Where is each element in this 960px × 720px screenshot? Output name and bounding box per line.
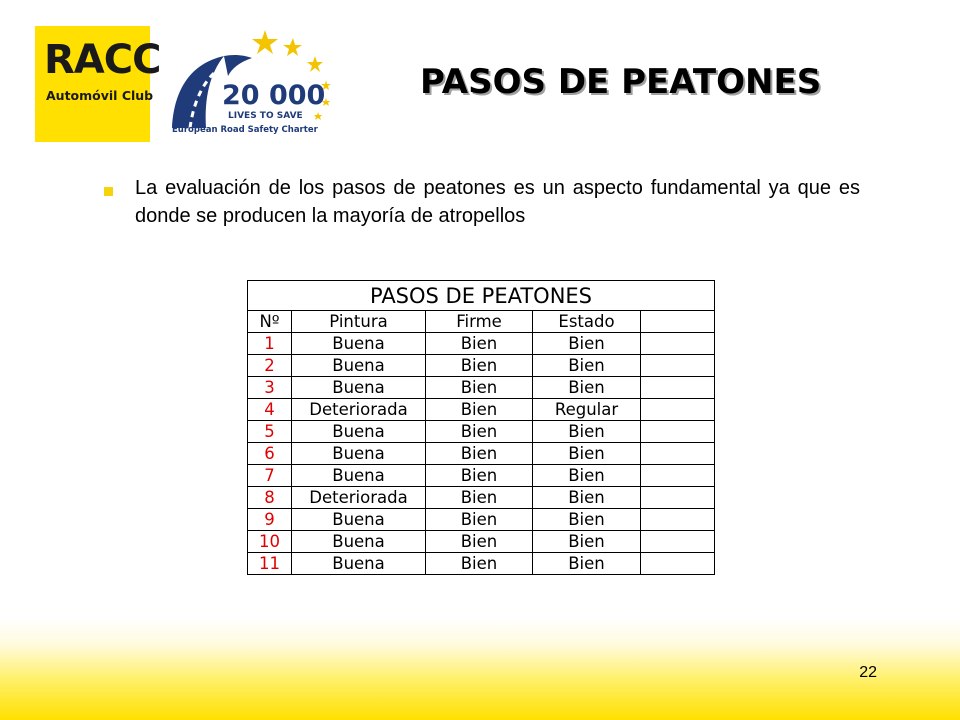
header-number: Nº: [248, 311, 292, 333]
cell-firme: Bien: [426, 355, 533, 377]
cell-firme: Bien: [426, 333, 533, 355]
cell-number: 6: [248, 443, 292, 465]
cell-estado: Bien: [533, 509, 641, 531]
cell-estado: Bien: [533, 355, 641, 377]
cell-extra: [641, 333, 715, 355]
table-row: [248, 487, 715, 509]
cell-firme: Bien: [426, 377, 533, 399]
table-row: [248, 509, 715, 531]
racc-logo-name: RACC: [44, 37, 161, 83]
cell-number: 4: [248, 399, 292, 421]
cell-estado: Bien: [533, 421, 641, 443]
slide-title: PASOS DE PEATONES: [420, 62, 822, 102]
cell-firme: Bien: [426, 421, 533, 443]
cell-firme: Bien: [426, 443, 533, 465]
header-firme: Firme: [426, 311, 533, 333]
cell-estado: Bien: [533, 487, 641, 509]
table-row: [248, 465, 715, 487]
cell-estado: Bien: [533, 377, 641, 399]
header-estado: Estado: [533, 311, 641, 333]
cell-extra: [641, 509, 715, 531]
bullet-text: La evaluación de los pasos de peatones es un aspecto fundamental ya que es donde se producen la mayoría de atropellos: [135, 177, 860, 227]
bullet-marker: [104, 187, 113, 196]
cell-number: 7: [248, 465, 292, 487]
cell-extra: [641, 553, 715, 575]
table-row: [248, 333, 715, 355]
cell-extra: [641, 421, 715, 443]
cell-firme: Bien: [426, 531, 533, 553]
page-number: 22: [859, 664, 877, 681]
cell-number: 10: [248, 531, 292, 553]
cell-pintura: Buena: [292, 355, 426, 377]
cell-number: 8: [248, 487, 292, 509]
cell-estado: Bien: [533, 333, 641, 355]
cell-extra: [641, 355, 715, 377]
cell-firme: Bien: [426, 509, 533, 531]
cell-number: 2: [248, 355, 292, 377]
cell-extra: [641, 377, 715, 399]
cell-extra: [641, 487, 715, 509]
table-row: [248, 355, 715, 377]
cell-firme: Bien: [426, 465, 533, 487]
footer-band: [0, 618, 960, 720]
star-icon: [314, 112, 322, 120]
header-pintura: Pintura: [292, 311, 426, 333]
cell-pintura: Deteriorada: [292, 487, 426, 509]
table-row: [248, 399, 715, 421]
table-row: [248, 377, 715, 399]
cell-pintura: Buena: [292, 553, 426, 575]
cell-pintura: Buena: [292, 443, 426, 465]
road-safety-charter-logo: [162, 28, 342, 136]
cell-estado: Bien: [533, 553, 641, 575]
header-extra: [641, 311, 715, 333]
table-row: [248, 421, 715, 443]
table-row: [248, 531, 715, 553]
cell-pintura: Buena: [292, 531, 426, 553]
cell-pintura: Buena: [292, 509, 426, 531]
cell-pintura: Buena: [292, 421, 426, 443]
star-icon: [252, 30, 278, 54]
cell-firme: Bien: [426, 487, 533, 509]
cell-firme: Bien: [426, 399, 533, 421]
crosswalk-table: [247, 280, 715, 575]
cell-number: 1: [248, 333, 292, 355]
cell-number: 9: [248, 509, 292, 531]
racc-logo-subtitle: Automóvil Club: [46, 88, 154, 103]
charter-number: 20 000: [222, 80, 326, 111]
cell-firme: Bien: [426, 553, 533, 575]
cell-number: 3: [248, 377, 292, 399]
cell-pintura: Buena: [292, 465, 426, 487]
cell-pintura: Buena: [292, 333, 426, 355]
table-row: [248, 443, 715, 465]
star-icon: [307, 56, 323, 72]
cell-estado: Regular: [533, 399, 641, 421]
cell-extra: [641, 531, 715, 553]
table-title: PASOS DE PEATONES: [248, 281, 715, 311]
cell-number: 11: [248, 553, 292, 575]
charter-tagline: LIVES TO SAVE: [228, 111, 303, 121]
cell-extra: [641, 443, 715, 465]
racc-logo: [35, 26, 161, 142]
cell-extra: [641, 465, 715, 487]
cell-extra: [641, 399, 715, 421]
cell-estado: Bien: [533, 443, 641, 465]
star-icon: [283, 38, 302, 56]
cell-estado: Bien: [533, 465, 641, 487]
cell-pintura: Buena: [292, 377, 426, 399]
cell-estado: Bien: [533, 531, 641, 553]
table-row: [248, 553, 715, 575]
cell-number: 5: [248, 421, 292, 443]
cell-pintura: Deteriorada: [292, 399, 426, 421]
charter-caption: European Road Safety Charter: [172, 125, 318, 135]
